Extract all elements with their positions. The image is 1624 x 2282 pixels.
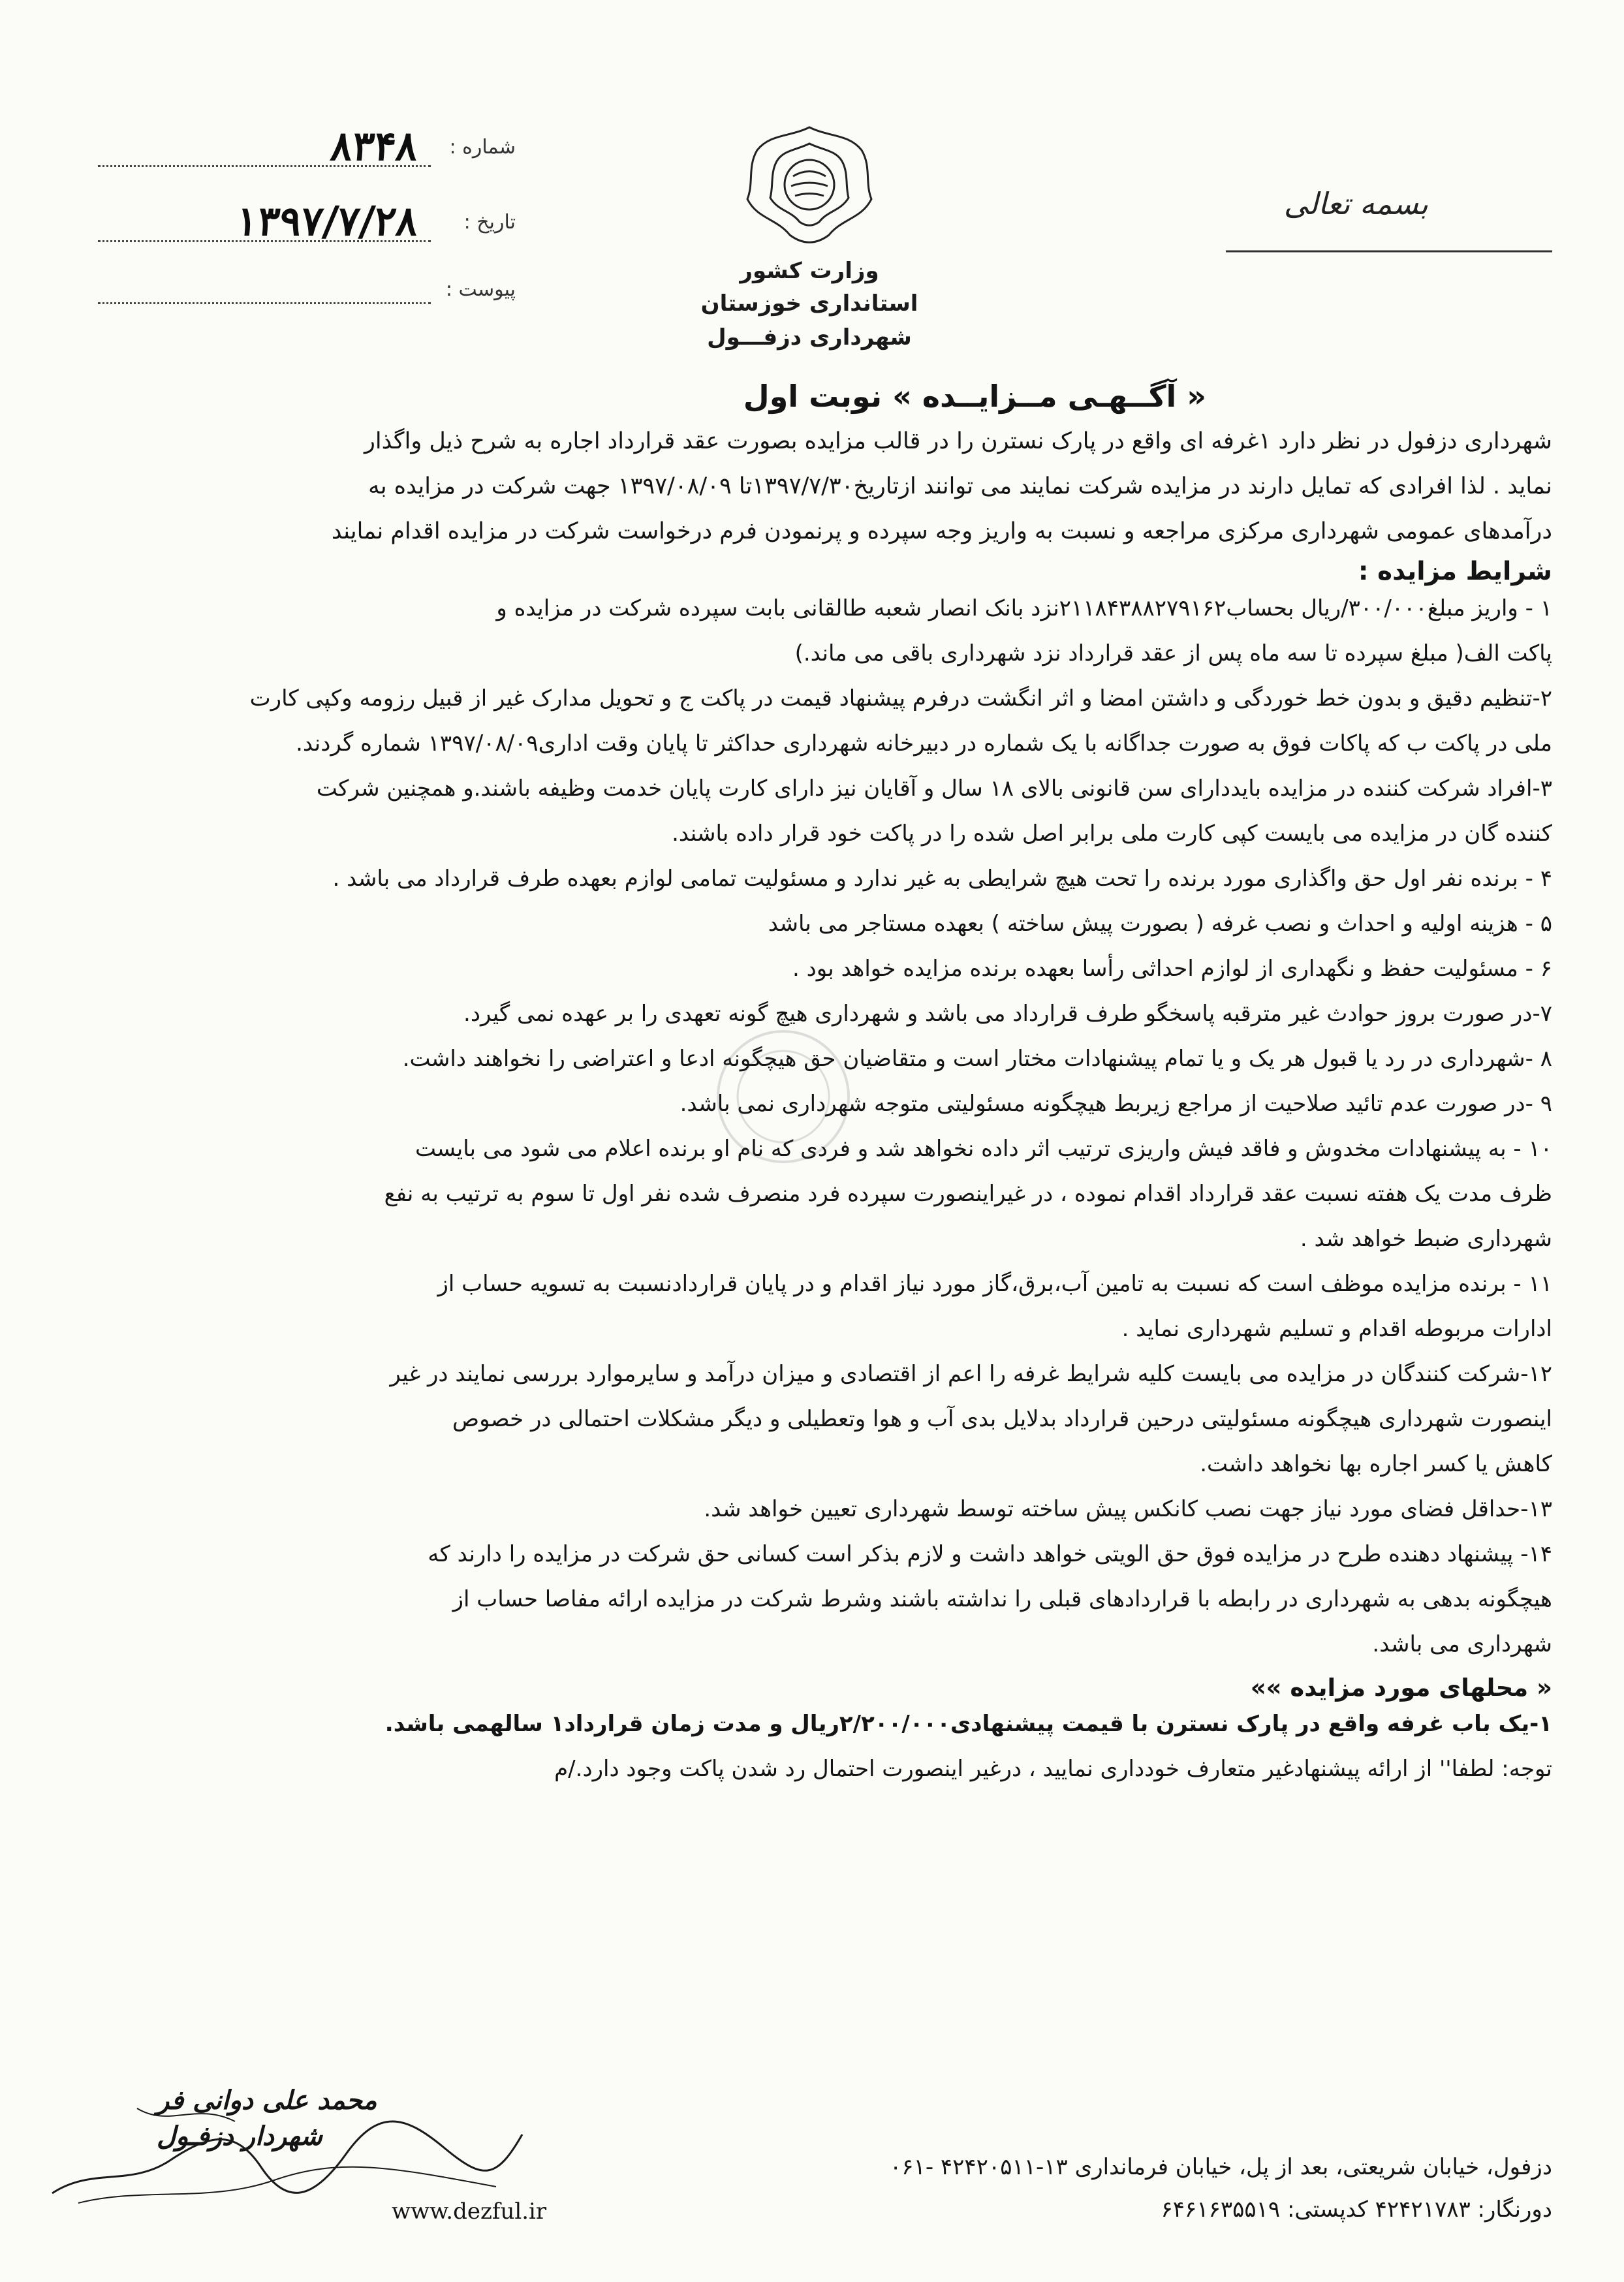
condition-line: ۱۰ - به پیشنهادات مخدوش و فاقد فیش واریزی ترتیب اثر داده نخواهد شد و فردی که نام او برنده اعلام می شود می بایست [415,1136,1552,1162]
condition-line: کاهش یا کسر اجاره بها نخواهد داشت. [1200,1451,1552,1477]
condition-line: شهرداری ضبط خواهد شد . [1300,1226,1552,1252]
condition-line: ۹ -در صورت عدم تائید صلاحیت از مراجع زیربط هیچگونه مسئولیتی متوجه شهرداری نمی باشد. [679,1091,1552,1117]
signatory-name: محمد علی دوانی فر [157,2086,377,2116]
intro-line: شهرداری دزفول در نظر دارد ۱غرفه ای واقع در پارک نسترن را در قالب مزایده بصورت عقد قرارداد اجاره به شرح ذیل واگذار [364,428,1552,454]
condition-line: پاکت الف( مبلغ سپرده تا سه ماه پس از عقد قرارداد نزد شهرداری باقی می ماند.) [794,640,1552,666]
watermark-stamp-icon [705,1018,862,1188]
ministry-name: وزارت کشور [740,258,879,284]
condition-line: ملی در پاکت ب که پاکات فوق به صورت جداگانه با یک شماره در دبیرخانه شهرداری حداکثر تا پایان وقت اداری۱۳۹۷/۰۸/۰۹ شماره گردند. [296,730,1552,757]
letter-number-row [98,124,516,176]
letter-date-label: تاریخ : [463,211,516,234]
condition-line: ۵ - هزینه اولیه و احداث و نصب غرفه ( بصورت پیش ساخته ) بعهده مستاجر می باشد [768,911,1552,937]
bismillah-text: بسمه تعالی [1283,186,1428,221]
municipality-name: شهرداری دزفـــول [707,324,912,351]
province-name: استانداری خوزستان [700,290,918,317]
condition-line: کننده گان در مزایده می بایست کپی کارت ملی برابر اصل شده را در پاکت خود قرار داده باشند. [672,821,1552,847]
notice-note: توجه: لطفا'' از ارائه پیشنهادغیر متعارف خودداری نمایید ، درغیر اینصورت احتمال رد شدن پاکت وجود دارد./م [554,1756,1552,1782]
condition-line: ۱۱ - برنده مزایده موظف است که نسبت به تامین آب،برق،گاز مورد نیاز اقدام و در پایان قراردادنسبت به تسویه حساب از [437,1271,1552,1297]
condition-line: ۳-افراد شرکت کننده در مزایده بایددارای سن قانونی بالای ۱۸ سال و آقایان نیز دارای کارت پایان خدمت وظیفه باشند.و همچنین شرکت [316,775,1552,802]
condition-line: ۴ - برنده نفر اول حق واگذاری مورد برنده را تحت هیچ شرایطی به غیر ندارد و مسئولیت تمامی لوازم بعهده طرف قرارداد می باشد . [332,866,1552,892]
location-line: ۱-یک باب غرفه واقع در پارک نسترن با قیمت پیشنهادی۲/۲۰۰/۰۰۰ریال و مدت زمان قرارداد۱ سالهمی باشد. [384,1711,1552,1737]
notice-title: « آگــهـی مــزایــده » نوبت اول [743,379,1206,414]
locations-title: « محلهای مورد مزایده »» [1250,1674,1552,1702]
condition-line: ۸ -شهرداری در رد یا قبول هر یک و یا تمام پیشنهادات مختار است و متقاضیان حق هیچگونه ادعا و اعتراضی را نخواهند داشت. [402,1046,1552,1072]
footer-fax-postal: دورنگار: ۴۲۴۲۱۷۸۳ کدپستی: ۶۴۶۱۶۳۵۵۱۹ [1161,2196,1552,2223]
handwritten-signature-icon [39,2089,535,2213]
condition-line: اینصورت شهرداری هیچگونه مسئولیتی درحین قرارداد بدلایل بدی آب و هوا وتعطیلی و دیگر مشکلات احتمالی در خصوص [452,1406,1552,1432]
condition-line: ظرف مدت یک هفته نسبت عقد قرارداد اقدام نموده ، در غیراینصورت سپرده فرد منصرف شده نفر اول تا سوم به ترتیب به نفع [384,1181,1552,1207]
condition-line: ۱۴- پیشنهاد دهنده طرح در مزایده فوق حق الویتی خواهد داشت و لازم بذکر است کسانی حق شرکت در مزایده را دارند که [428,1541,1552,1567]
condition-line: ۱۲-شرکت کنندگان در مزایده می بایست کلیه شرایط غرفه را اعم از اقتصادی و میزان درآمد و سایرموارد بررسی نمایند در غیر [390,1361,1552,1387]
condition-line: ادارات مربوطه اقدام و تسلیم شهرداری نماید . [1121,1316,1552,1342]
letter-attachment-line [98,302,431,304]
footer-address: دزفول، خیابان شریعتی، بعد از پل، خیابان فرمانداری ۱۳-۴۲۴۲۰۵۱۱ -۰۶۱ [890,2154,1552,2180]
condition-line: ۱۳-حداقل فضای مورد نیاز جهت نصب کانکس پیش ساخته توسط شهرداری تعیین خواهد شد. [704,1496,1552,1522]
bismillah-underline [1226,245,1552,258]
condition-line: ۶ - مسئولیت حفظ و نگهداری از لوازم احداثی رأسا بعهده برنده مزایده خواهد بود . [792,956,1552,982]
footer-website-link[interactable]: www.dezful.ir [392,2198,547,2225]
condition-line: ۷-در صورت بروز حوادث غیر مترقبه پاسخگو طرف قرارداد می باشد و شهرداری هیچ گونه تعهدی را بر عهده نمی گیرد. [463,1001,1552,1027]
letter-attachment-row [98,274,516,313]
letter-attachment-label: پیوست : [445,278,516,301]
intro-line: نماید . لذا افرادی که تمایل دارند در مزایده شرکت نمایند می توانند ازتاریخ۱۳۹۷/۷/۳۰تا ۱۳۹۷/۰۸/۰۹ جهت شرکت در مزایده به [368,473,1552,499]
condition-line: شهرداری می باشد. [1372,1631,1552,1657]
letter-number-label: شماره : [449,136,516,159]
signatory-role: شهردار دزفـول [157,2121,322,2151]
letter-date-value: ۱۳۹۷/۷/۲۸ [233,197,420,245]
intro-line: درآمدهای عمومی شهرداری مرکزی مراجعه و نسبت به واریز وجه سپرده و پرنمودن فرم درخواست شرکت در مزایده اقدام نمایند [331,518,1552,544]
letter-date-row [98,199,516,251]
condition-line: ۱ - واریز مبلغ۳۰۰/۰۰۰/ریال بحساب۲۱۱۸۴۳۸۸۲۷۹۱۶۲نزد بانک انصار شعبه طالقانی بابت سپرده شرکت در مزایده و [496,595,1552,621]
condition-line: هیچگونه بدهی به شهرداری در رابطه با قراردادهای قبلی را نداشته باشند وشرط شرکت در مزایده ارائه مفاصا حساب از [452,1586,1552,1612]
municipality-emblem-icon [731,121,888,251]
letter-number-value: ۸۳۴۸ [328,122,420,170]
conditions-title: شرایط مزایده : [1358,557,1552,586]
condition-line: ۲-تنظیم دقیق و بدون خط خوردگی و داشتن امضا و اثر انگشت درفرم پیشنهاد قیمت در پاکت ج و تحویل مدارک غیر از قبیل رزومه وکپی کارت [249,685,1552,711]
